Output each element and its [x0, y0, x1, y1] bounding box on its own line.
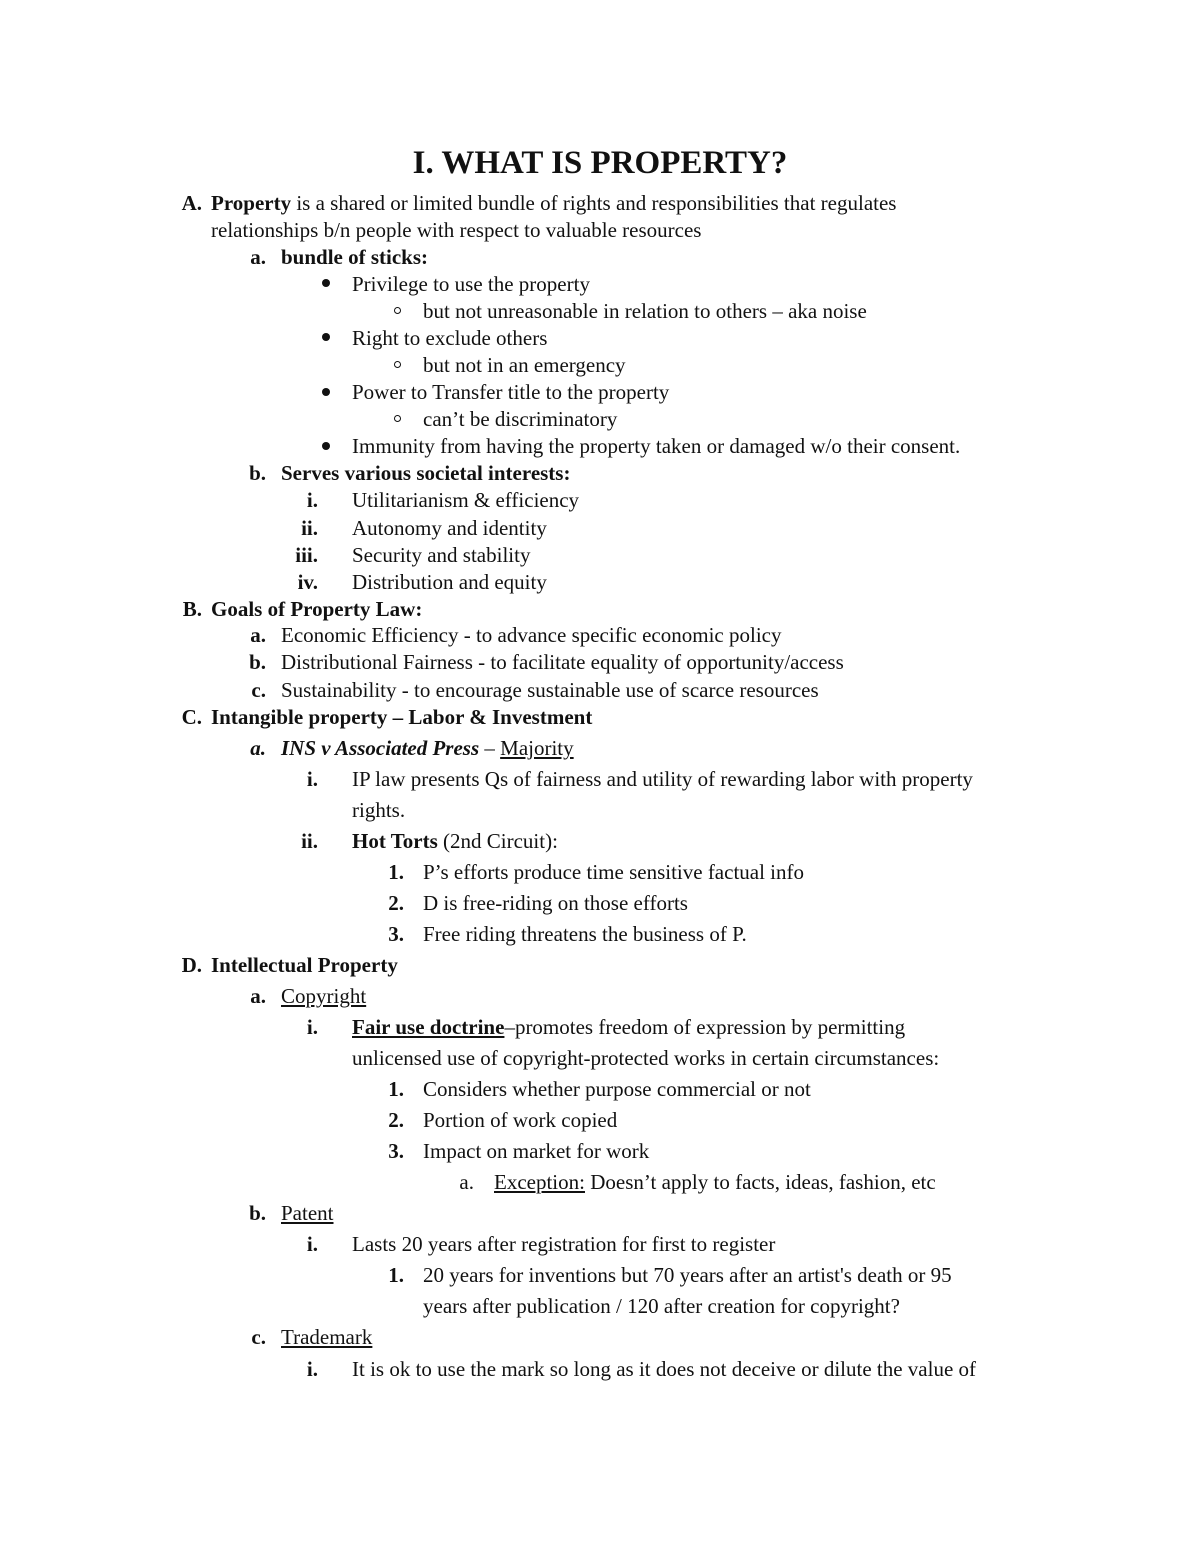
- interest-marker: i.: [306, 488, 318, 512]
- circle-bullet-icon: [394, 415, 401, 422]
- fair-use-item: Impact on market for work: [423, 1139, 650, 1163]
- exception-marker: a.: [459, 1170, 474, 1194]
- patent-item: Lasts 20 years after registration for first to register: [352, 1232, 776, 1256]
- fair-use-line2: unlicensed use of copyright-protected works in certain circumstances:: [352, 1046, 940, 1070]
- circle-bullet-icon: [394, 307, 401, 314]
- exception-text: [494, 1169, 936, 1196]
- patent-subitem: 20 years for inventions but 70 years after an artist's death or 95: [423, 1263, 952, 1287]
- trademark-item-marker: i.: [306, 1357, 318, 1381]
- case-point: IP law presents Qs of fairness and utility of rewarding labor with property: [352, 767, 973, 791]
- bullet-icon: [322, 279, 330, 287]
- hot-torts-item-marker: 2.: [388, 891, 404, 915]
- bundle-marker: a.: [250, 245, 266, 269]
- property-term: Property: [211, 191, 292, 215]
- interest-marker: ii.: [301, 516, 318, 540]
- hot-torts-item: Free riding threatens the business of P.: [423, 922, 747, 946]
- section-a-marker: A.: [181, 191, 202, 215]
- hot-torts-item-marker: 1.: [388, 860, 404, 884]
- fair-use-definition: –promotes freedom of expression by permitting: [504, 1015, 906, 1039]
- case-point-line2: rights.: [352, 798, 406, 822]
- page-title: I. WHAT IS PROPERTY?: [412, 145, 788, 181]
- hot-torts-marker: ii.: [301, 829, 318, 853]
- interest-item: Distribution and equity: [352, 570, 547, 594]
- case-dash: –: [479, 736, 501, 760]
- hot-torts-item: P’s efforts produce time sensitive factual info: [423, 860, 805, 884]
- fair-use-item-marker: 1.: [388, 1077, 404, 1101]
- bundle-item: Right to exclude others: [352, 326, 548, 350]
- case-point-marker: i.: [306, 767, 318, 791]
- hot-torts-heading: [352, 828, 558, 855]
- fair-use-item-marker: 2.: [388, 1108, 404, 1132]
- bullet-icon: [322, 388, 330, 396]
- circle-bullet-icon: [394, 361, 401, 368]
- interest-item: Security and stability: [352, 543, 531, 567]
- interests-marker: b.: [249, 461, 266, 485]
- goal-marker: a.: [250, 623, 266, 647]
- trademark-item: It is ok to use the mark so long as it does not deceive or dilute the value of: [352, 1357, 977, 1381]
- goal-marker: c.: [251, 678, 266, 702]
- case-holding: Majority: [500, 736, 574, 760]
- goal-item: Economic Efficiency - to advance specific economic policy: [281, 623, 782, 647]
- patent-marker: b.: [249, 1201, 266, 1225]
- case-name: INS v Associated Press: [281, 736, 480, 760]
- section-b-label: Goals of Property Law:: [211, 597, 423, 621]
- fair-use-marker: i.: [306, 1015, 318, 1039]
- patent-subitem-line2: years after publication / 120 after creation for copyright?: [423, 1294, 900, 1318]
- fair-use-item: Considers whether purpose commercial or not: [423, 1077, 811, 1101]
- patent-subitem-marker: 1.: [388, 1263, 404, 1287]
- hot-torts-term: Hot Torts: [352, 829, 438, 853]
- patent-label: Patent: [281, 1201, 334, 1225]
- bundle-item: Privilege to use the property: [352, 272, 590, 296]
- fair-use-item-marker: 3.: [388, 1139, 404, 1163]
- goal-item: Sustainability - to encourage sustainable use of scarce resources: [281, 678, 819, 702]
- goal-marker: b.: [249, 650, 266, 674]
- section-d-marker: D.: [181, 953, 202, 977]
- patent-item-marker: i.: [306, 1232, 318, 1256]
- bundle-subitem: but not in an emergency: [423, 353, 626, 377]
- section-a-text: [211, 190, 896, 217]
- interests-label: Serves various societal interests:: [281, 461, 571, 485]
- section-d-label: Intellectual Property: [211, 953, 398, 977]
- section-b-marker: B.: [182, 597, 202, 621]
- exception-detail: Doesn’t apply to facts, ideas, fashion, etc: [584, 1170, 936, 1194]
- bundle-subitem: can’t be discriminatory: [423, 407, 618, 431]
- bundle-subitem: but not unreasonable in relation to others – aka noise: [423, 299, 867, 323]
- case-heading: [281, 735, 574, 762]
- property-definition: is a shared or limited bundle of rights and responsibilities that regulates: [291, 191, 897, 215]
- bundle-item: Immunity from having the property taken or damaged w/o their consent.: [352, 434, 961, 458]
- hot-torts-item-marker: 3.: [388, 922, 404, 946]
- case-marker: a.: [250, 736, 266, 760]
- section-c-marker: C.: [181, 705, 202, 729]
- trademark-label: Trademark: [281, 1325, 373, 1349]
- trademark-marker: c.: [251, 1325, 266, 1349]
- bullet-icon: [322, 442, 330, 450]
- bullet-icon: [322, 333, 330, 341]
- fair-use-term: Fair use doctrine: [352, 1015, 505, 1039]
- hot-torts-court: (2nd Circuit):: [437, 829, 558, 853]
- goal-item: Distributional Fairness - to facilitate equality of opportunity/access: [281, 650, 844, 674]
- exception-label: Exception:: [494, 1170, 585, 1194]
- bundle-item: Power to Transfer title to the property: [352, 380, 670, 404]
- hot-torts-item: D is free-riding on those efforts: [423, 891, 688, 915]
- interest-item: Utilitarianism & efficiency: [352, 488, 580, 512]
- interest-marker: iv.: [297, 570, 318, 594]
- section-c-label: Intangible property – Labor & Investment: [211, 705, 593, 729]
- section-a-text-line2: relationships b/n people with respect to valuable resources: [211, 218, 702, 242]
- bundle-label: bundle of sticks:: [281, 245, 429, 269]
- interest-marker: iii.: [295, 543, 318, 567]
- fair-use-heading: [352, 1014, 905, 1041]
- fair-use-item: Portion of work copied: [423, 1108, 618, 1132]
- copyright-marker: a.: [250, 984, 266, 1008]
- copyright-label: Copyright: [281, 984, 367, 1008]
- interest-item: Autonomy and identity: [352, 516, 547, 540]
